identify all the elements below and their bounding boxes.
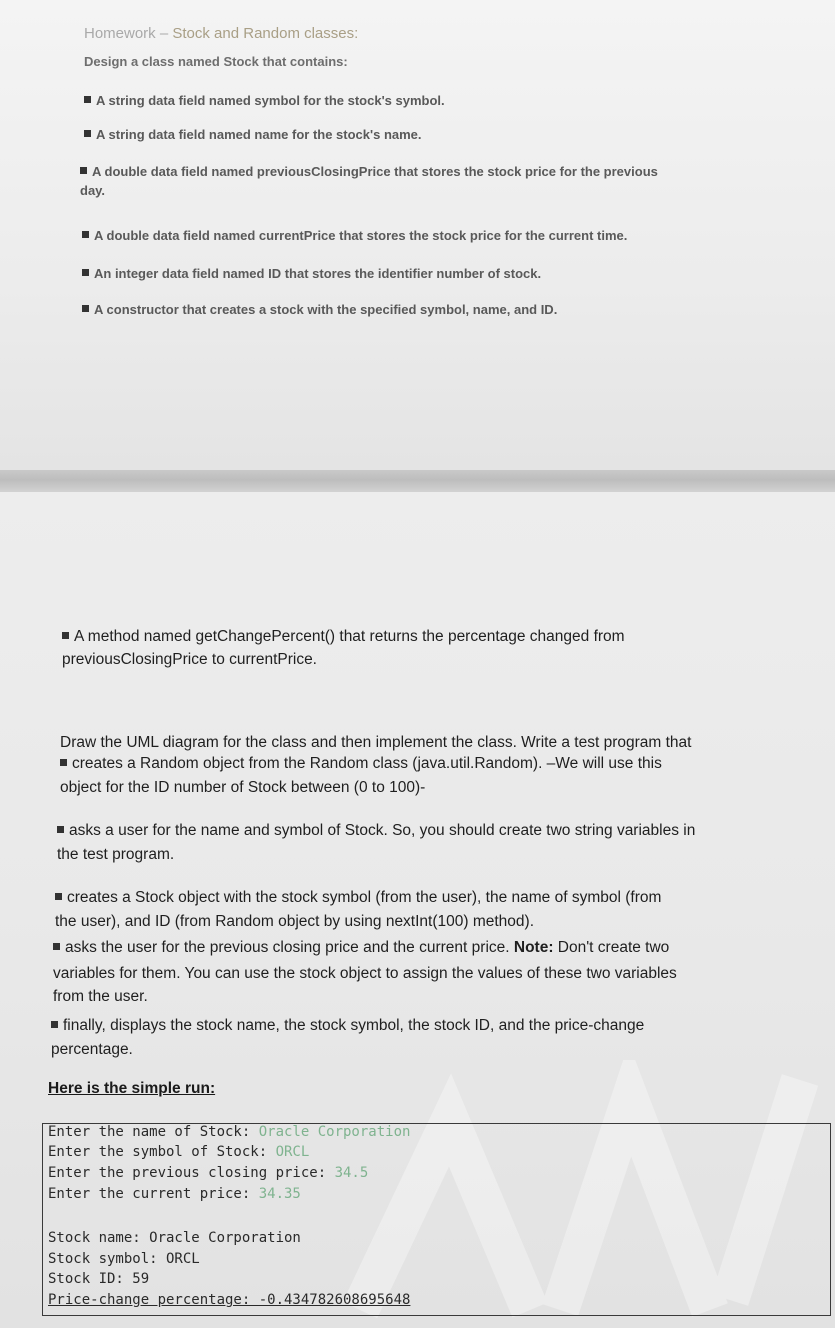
page-title — [84, 25, 358, 42]
note-label: Note: — [513, 939, 554, 956]
create-stock-bullet — [55, 887, 661, 909]
ask-name-line2: the test program. — [57, 846, 175, 863]
bullet-previous-closing-price — [80, 162, 658, 181]
bullet-text: A string data field named name for the stock's name. — [96, 127, 422, 142]
bullet-icon — [84, 96, 91, 103]
ask-name-bullet — [57, 820, 695, 842]
bullet-text: A constructor that creates a stock with the specified symbol, name, and ID. — [94, 302, 558, 317]
title-prefix: Homework – — [84, 25, 173, 42]
bullet-text: A method named getChangePercent() that returns the percentage changed from — [74, 628, 625, 645]
console-out-change: Price-change percentage: -0.434782608695648 — [48, 1292, 411, 1308]
bullet-icon — [82, 305, 89, 312]
console-out-name: Stock name: Oracle Corporation — [48, 1230, 301, 1246]
bullet-icon — [62, 632, 69, 639]
bullet-text: A double data field named currentPrice that stores the stock price for the current time. — [94, 228, 628, 243]
bullet-text: finally, displays the stock name, the stock symbol, the stock ID, and the price-change — [63, 1017, 645, 1034]
bullet-text: asks the user for the previous closing price and the current price. — [65, 939, 514, 956]
user-input: 34.5 — [334, 1165, 369, 1181]
ask-price-line2: variables for them. You can use the stock object to assign the values of these two variables — [53, 965, 677, 982]
bullet-text: A string data field named symbol for the stock's symbol. — [96, 93, 445, 108]
console-out-symbol: Stock symbol: ORCL — [48, 1251, 200, 1267]
prompt-text: Enter the symbol of Stock: — [48, 1144, 276, 1160]
title-highlight: Stock and Random classes: — [172, 25, 359, 42]
user-input: Oracle Corporation — [258, 1124, 411, 1140]
bullet-icon — [57, 826, 64, 833]
console-output-box — [42, 1123, 831, 1316]
bullet-text: An integer data field named ID that stores the identifier number of stock. — [94, 266, 542, 281]
ask-price-line3: from the user. — [53, 988, 148, 1005]
method-bullet — [62, 626, 625, 648]
bullet-icon — [53, 943, 60, 950]
prompt-text: Enter the previous closing price: — [48, 1165, 335, 1181]
bullet-current-price — [82, 226, 627, 245]
console-line-symbol — [48, 1144, 309, 1160]
method-line2: previousClosingPrice to currentPrice. — [62, 651, 317, 668]
bullet-id — [82, 264, 541, 283]
console-line-cur-price — [48, 1186, 301, 1202]
console-line-prev-price — [48, 1165, 368, 1181]
sample-run-heading: Here is the simple run: — [48, 1080, 216, 1097]
bullet-icon — [60, 759, 67, 766]
ask-price-bullet — [53, 937, 669, 959]
console-out-id: Stock ID: 59 — [48, 1271, 150, 1287]
draw-uml-text: Draw the UML diagram for the class and then implement the class. Write a test program that — [60, 734, 692, 751]
bullet-constructor — [82, 300, 557, 319]
bullet-text: creates a Stock object with the stock symbol (from the user), the name of symbol (from — [67, 889, 662, 906]
bullet-symbol — [84, 91, 445, 110]
display-line2: percentage. — [51, 1041, 133, 1058]
bullet-icon — [84, 130, 91, 137]
prompt-text: Enter the current price: — [48, 1186, 259, 1202]
bullet-text: creates a Random object from the Random class (java.util.Random). –We will use this — [72, 755, 662, 772]
user-input: 34.35 — [258, 1186, 301, 1202]
bullet-text: A double data field named previousClosingPrice that stores the stock price for the previous — [92, 164, 658, 179]
create-stock-line2: the user), and ID (from Random object by using nextInt(100) method). — [55, 913, 535, 930]
bullet-icon — [55, 893, 62, 900]
user-input: ORCL — [275, 1144, 310, 1160]
display-bullet — [51, 1015, 644, 1037]
bullet-icon — [51, 1021, 58, 1028]
bullet-icon — [80, 167, 87, 174]
bullet-text: asks a user for the name and symbol of Stock. So, you should create two string variables in — [69, 822, 696, 839]
random-bullet — [60, 753, 662, 775]
bullet-icon — [82, 231, 89, 238]
bullet-previous-closing-price-cont: day. — [80, 183, 106, 198]
prompt-text: Enter the name of Stock: — [48, 1124, 259, 1140]
random-line2: object for the ID number of Stock between (0 to 100)- — [60, 779, 426, 796]
bullet-name — [84, 125, 422, 144]
console-line-name — [48, 1124, 410, 1140]
bullet-text-tail: Don't create two — [553, 939, 670, 956]
bullet-icon — [82, 269, 89, 276]
page-divider — [0, 470, 835, 492]
intro-text: Design a class named Stock that contains: — [84, 54, 348, 69]
